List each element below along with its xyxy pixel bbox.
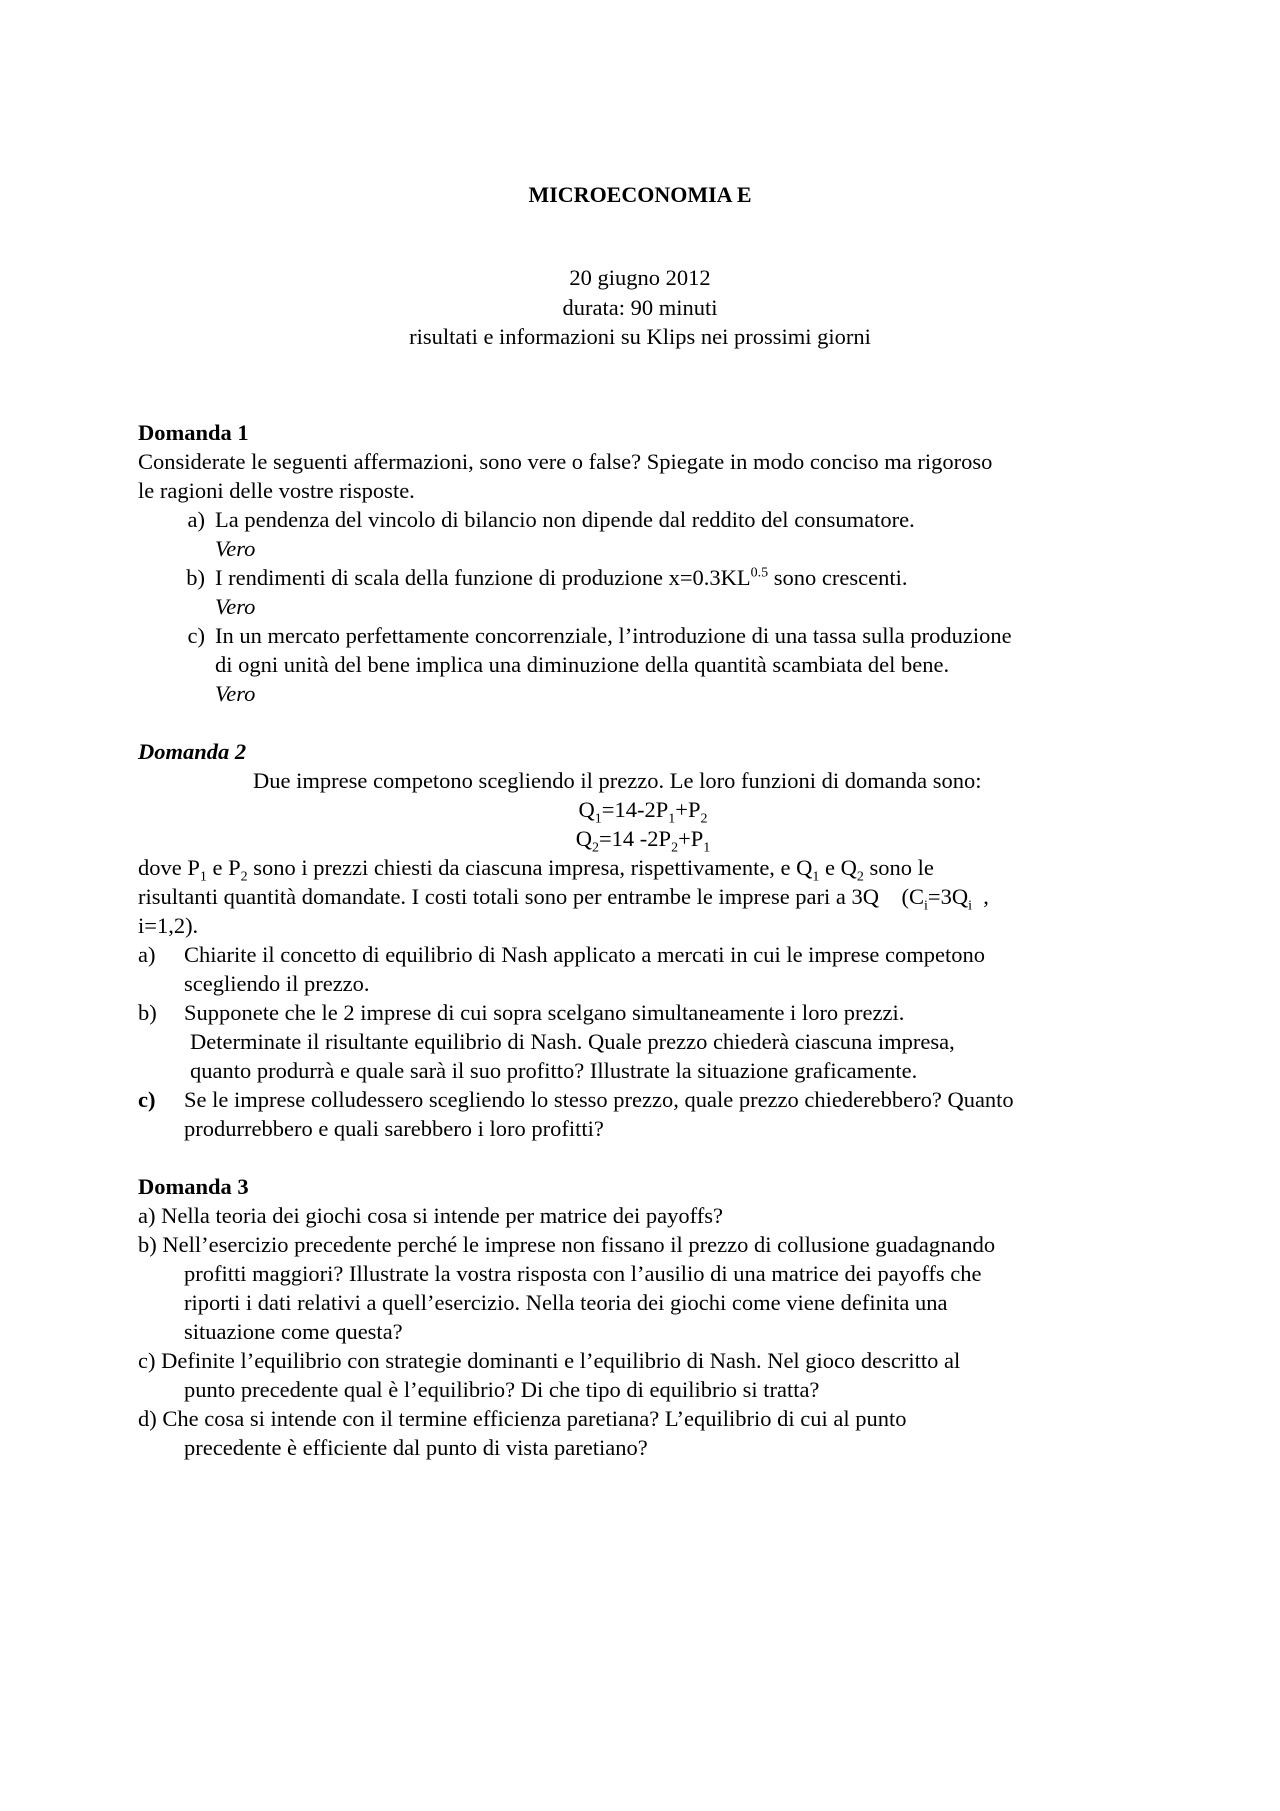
question-2-description-line-2 <box>138 882 1148 914</box>
question-2-item-c <box>138 1085 1148 1114</box>
item-label: b) <box>186 565 205 590</box>
question-2-description-line-1 <box>138 853 1148 885</box>
item-text-part: I rendimenti di scala della funzione di produzione x=0.3KL <box>215 565 751 590</box>
question-1-item-b <box>138 563 1148 592</box>
eq-part: +P <box>675 797 701 822</box>
subscript: 2 <box>240 869 248 885</box>
subscript: i <box>924 898 928 914</box>
question-2-item-b-cont-2: quanto produrrà e quale sarà il suo profitto? Illustrate la situazione graficamente. <box>190 1058 918 1083</box>
item-label: b) <box>138 1000 157 1025</box>
eq-part: +P <box>678 826 704 851</box>
subscript: 2 <box>671 840 679 856</box>
item-text: Supponete che le 2 imprese di cui sopra scelgano simultaneamente i loro prezzi. <box>184 1000 905 1025</box>
item-label: a) <box>187 507 205 532</box>
subscript: i <box>968 898 973 914</box>
exponent: 0.5 <box>750 565 769 581</box>
subscript: 1 <box>703 840 711 856</box>
page-title: MICROECONOMIA E <box>528 182 752 207</box>
subscript: 1 <box>668 811 676 827</box>
demand-equation-1 <box>138 795 1148 827</box>
eq-part: Q <box>578 797 595 822</box>
exam-results-info: risultati e informazioni su Klips nei prossimi giorni <box>409 324 871 349</box>
text-part: sono le <box>863 855 934 880</box>
subscript: 1 <box>594 811 602 827</box>
exam-date: 20 giugno 2012 <box>569 265 711 290</box>
question-1-intro-line-2: le ragioni delle vostre risposte. <box>138 478 415 503</box>
text-part: =3Q <box>927 884 969 909</box>
question-1-answer-b: Vero <box>215 594 256 619</box>
question-3-item-b-cont-2: riporti i dati relativi a quell’esercizio. Nella teoria dei giochi come viene definita una <box>184 1290 948 1315</box>
item-text: Chiarite il concetto di equilibrio di Nash applicato a mercati in cui le imprese competono <box>184 942 986 967</box>
question-3-title: Domanda 3 <box>138 1174 249 1199</box>
question-2-item-b <box>138 998 1148 1027</box>
text-part: dove P <box>138 855 200 880</box>
exam-duration: durata: 90 minuti <box>562 294 718 320</box>
question-3-item-c-cont: punto precedente qual è l’equilibrio? Di che tipo di equilibrio si tratta? <box>184 1377 820 1402</box>
question-3-item-d-cont: precedente è efficiente dal punto di vista paretiano? <box>184 1435 648 1460</box>
exam-body <box>138 418 1148 1462</box>
question-3-item-b: b) Nell’esercizio precedente perché le imprese non fissano il prezzo di collusione guadagnando <box>138 1232 996 1257</box>
question-2-intro: Due imprese competono scegliendo il prezzo. Le loro funzioni di domanda sono: <box>253 768 982 793</box>
item-label: a) <box>138 942 156 967</box>
question-3-item-b-cont-3: situazione come questa? <box>184 1319 403 1344</box>
subscript: 2 <box>856 869 864 885</box>
subscript: 1 <box>812 869 820 885</box>
item-text: La pendenza del vincolo di bilancio non dipende dal reddito del consumatore. <box>215 507 915 532</box>
item-text: Se le imprese colludessero scegliendo lo stesso prezzo, quale prezzo chiederebbero? Quanto <box>184 1087 1014 1112</box>
question-1-answer-a: Vero <box>215 536 256 561</box>
eq-part: =14-2P <box>601 797 669 822</box>
item-text-part: sono crescenti. <box>768 565 908 590</box>
subscript: 2 <box>700 811 708 827</box>
text-part: sono i prezzi chiesti da ciascuna impresa, rispettivamente, e Q <box>247 855 813 880</box>
demand-equation-2 <box>138 824 1148 856</box>
question-1-title: Domanda 1 <box>138 420 249 445</box>
exam-info <box>0 263 1280 352</box>
question-2-item-c-cont: produrrebbero e quali sarebbero i loro profitti? <box>184 1116 604 1141</box>
question-3-item-d: d) Che cosa si intende con il termine efficienza paretiana? L’equilibrio di cui al punto <box>138 1406 907 1431</box>
question-1-item-a <box>138 505 1148 534</box>
item-text <box>215 563 908 592</box>
subscript: 1 <box>199 869 207 885</box>
question-2-description-line-3: i=1,2). <box>138 913 199 938</box>
question-1-item-c <box>138 621 1148 650</box>
text-part: e Q <box>819 855 857 880</box>
question-3-item-b-cont-1: profitti maggiori? Illustrate la vostra risposta con l’ausilio di una matrice dei payoffs che <box>184 1261 982 1286</box>
text-part: risultanti quantità domandate. I costi totali sono per entrambe le imprese pari a 3Q (C <box>138 884 925 909</box>
subscript: 2 <box>591 840 599 856</box>
question-3-item-c: c) Definite l’equilibrio con strategie dominanti e l’equilibrio di Nash. Nel gioco descritto al <box>138 1348 961 1373</box>
item-text: In un mercato perfettamente concorrenziale, l’introduzione di una tassa sulla produzione <box>215 623 1012 648</box>
item-label: c) <box>138 1087 156 1112</box>
question-2-title: Domanda 2 <box>138 739 247 764</box>
question-1-item-c-cont: di ogni unità del bene implica una diminuzione della quantità scambiata del bene. <box>215 652 950 677</box>
text-part: e P <box>206 855 241 880</box>
text-part: , <box>972 884 989 909</box>
question-2-item-b-cont-1: Determinate il risultante equilibrio di Nash. Quale prezzo chiederà ciascuna impresa, <box>190 1029 955 1054</box>
question-2-item-a <box>138 940 1148 969</box>
question-1-intro-line-1: Considerate le seguenti affermazioni, sono vere o false? Spiegate in modo conciso ma rigoroso <box>138 449 993 474</box>
item-label: c) <box>187 623 205 648</box>
question-3-item-a: a) Nella teoria dei giochi cosa si intende per matrice dei payoffs? <box>138 1203 723 1228</box>
eq-part: Q <box>575 826 592 851</box>
question-1-answer-c: Vero <box>215 681 256 706</box>
eq-part: =14 -2P <box>598 826 672 851</box>
question-2-item-a-cont: scegliendo il prezzo. <box>184 971 370 996</box>
